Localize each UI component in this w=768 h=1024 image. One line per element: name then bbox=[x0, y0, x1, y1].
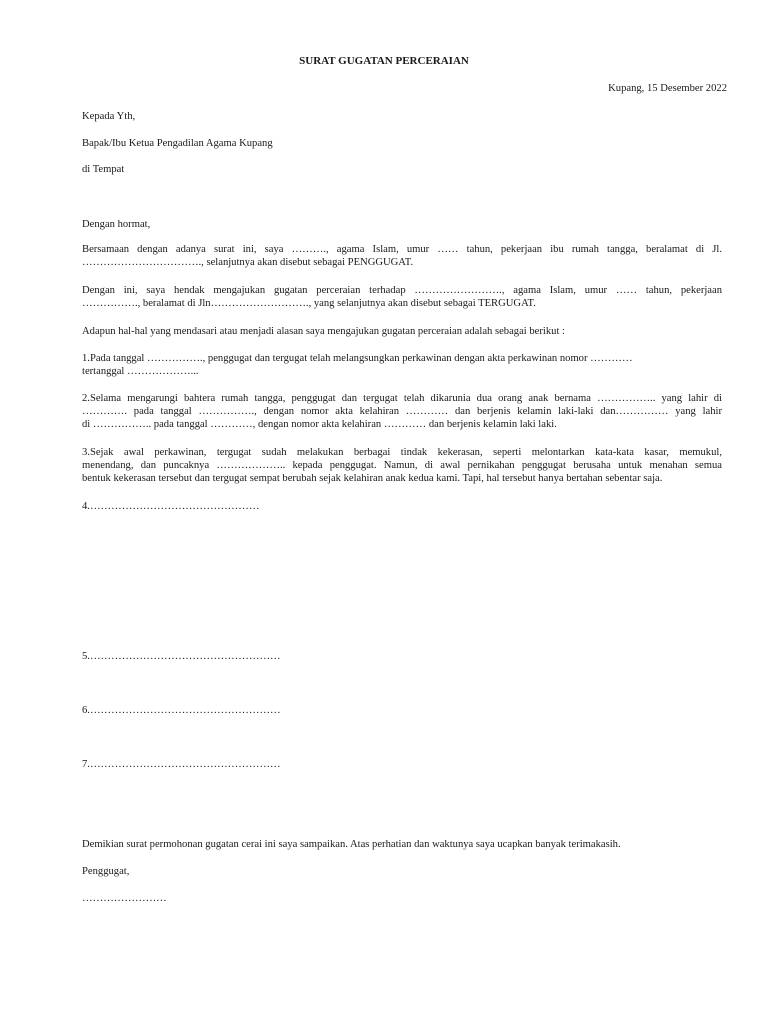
paragraph-1-line-1: Bersamaan dengan adanya surat ini, saya ………., agama Islam, umur …… tahun, pekerjaan ibu rumah tangga, beralamat di Jl. bbox=[82, 244, 722, 255]
greeting: Dengan hormat, bbox=[82, 219, 151, 230]
item-3-line-1: 3.Sejak awal perkawinan, tergugat sudah melakukan berbagai tindak kekerasan, seperti melontarkan kata-kata kasar, memukul, bbox=[82, 447, 722, 458]
item-2-line-1: 2.Selama mengarungi bahtera rumah tangga, penggugat dan tergugat telah dikarunia dua orang anak bernama …………….. yang lahir di bbox=[82, 393, 722, 404]
paragraph-2-line-2: ……………., beralamat di Jln………………………., yang selanjutnya akan disebut sebagai TERGUGAT. bbox=[82, 298, 536, 309]
paragraph-1-line-2: ……………………………., selanjutnya akan disebut sebagai PENGGUGAT. bbox=[82, 257, 414, 268]
item-4: 4.………………………………………… bbox=[82, 501, 260, 512]
item-2-line-2: …………. pada tanggal ……………., dengan nomor akta kelahiran ………… dan berjenis kelamin laki-laki dan…………… yang lahir bbox=[82, 406, 722, 417]
paragraph-2-line-1: Dengan ini, saya hendak mengajukan gugatan perceraian terhadap ……………………., agama Islam, umur …… tahun, pekerjaan bbox=[82, 285, 722, 296]
item-3-line-2: menendang, dan puncaknya ……………….. kepada penggugat. Namun, di awal pernikahan penggugat berusaha untuk menahan semua bbox=[82, 460, 722, 471]
item-7: 7.……………………………………………… bbox=[82, 759, 281, 770]
item-2-line-3: di …………….. pada tanggal …………, dengan nomor akta kelahiran ………… dan berjenis kelamin laki laki. bbox=[82, 419, 557, 430]
item-1-line-2: tertanggal ………………... bbox=[82, 366, 199, 377]
document-date: Kupang, 15 Desember 2022 bbox=[608, 83, 727, 94]
item-5: 5.……………………………………………… bbox=[82, 651, 281, 662]
document-title: SURAT GUGATAN PERCERAIAN bbox=[299, 55, 469, 67]
item-6: 6.……………………………………………… bbox=[82, 705, 281, 716]
item-3-line-3: bentuk kekerasan tersebut dan tergugat sempat berubah sejak kelahiran anak kedua kami. Tapi, hal tersebut hanya bertahan sebentar saja. bbox=[82, 473, 663, 484]
paragraph-3: Adapun hal-hal yang mendasari atau menjadi alasan saya mengajukan gugatan perceraian adalah sebagai berikut : bbox=[82, 326, 565, 337]
signature-name: …………………… bbox=[82, 893, 167, 904]
item-1-line-1: 1.Pada tanggal ……………., penggugat dan tergugat telah melangsungkan perkawinan dengan akta perkawinan nomor ………… bbox=[82, 353, 633, 364]
recipient-line-2: Bapak/Ibu Ketua Pengadilan Agama Kupang bbox=[82, 138, 273, 149]
signature-label: Penggugat, bbox=[82, 866, 130, 877]
closing-statement: Demikian surat permohonan gugatan cerai ini saya sampaikan. Atas perhatian dan waktunya saya ucapkan banyak terimakasih. bbox=[82, 839, 621, 850]
recipient-line-3: di Tempat bbox=[82, 164, 125, 175]
recipient-line-1: Kepada Yth, bbox=[82, 111, 136, 122]
